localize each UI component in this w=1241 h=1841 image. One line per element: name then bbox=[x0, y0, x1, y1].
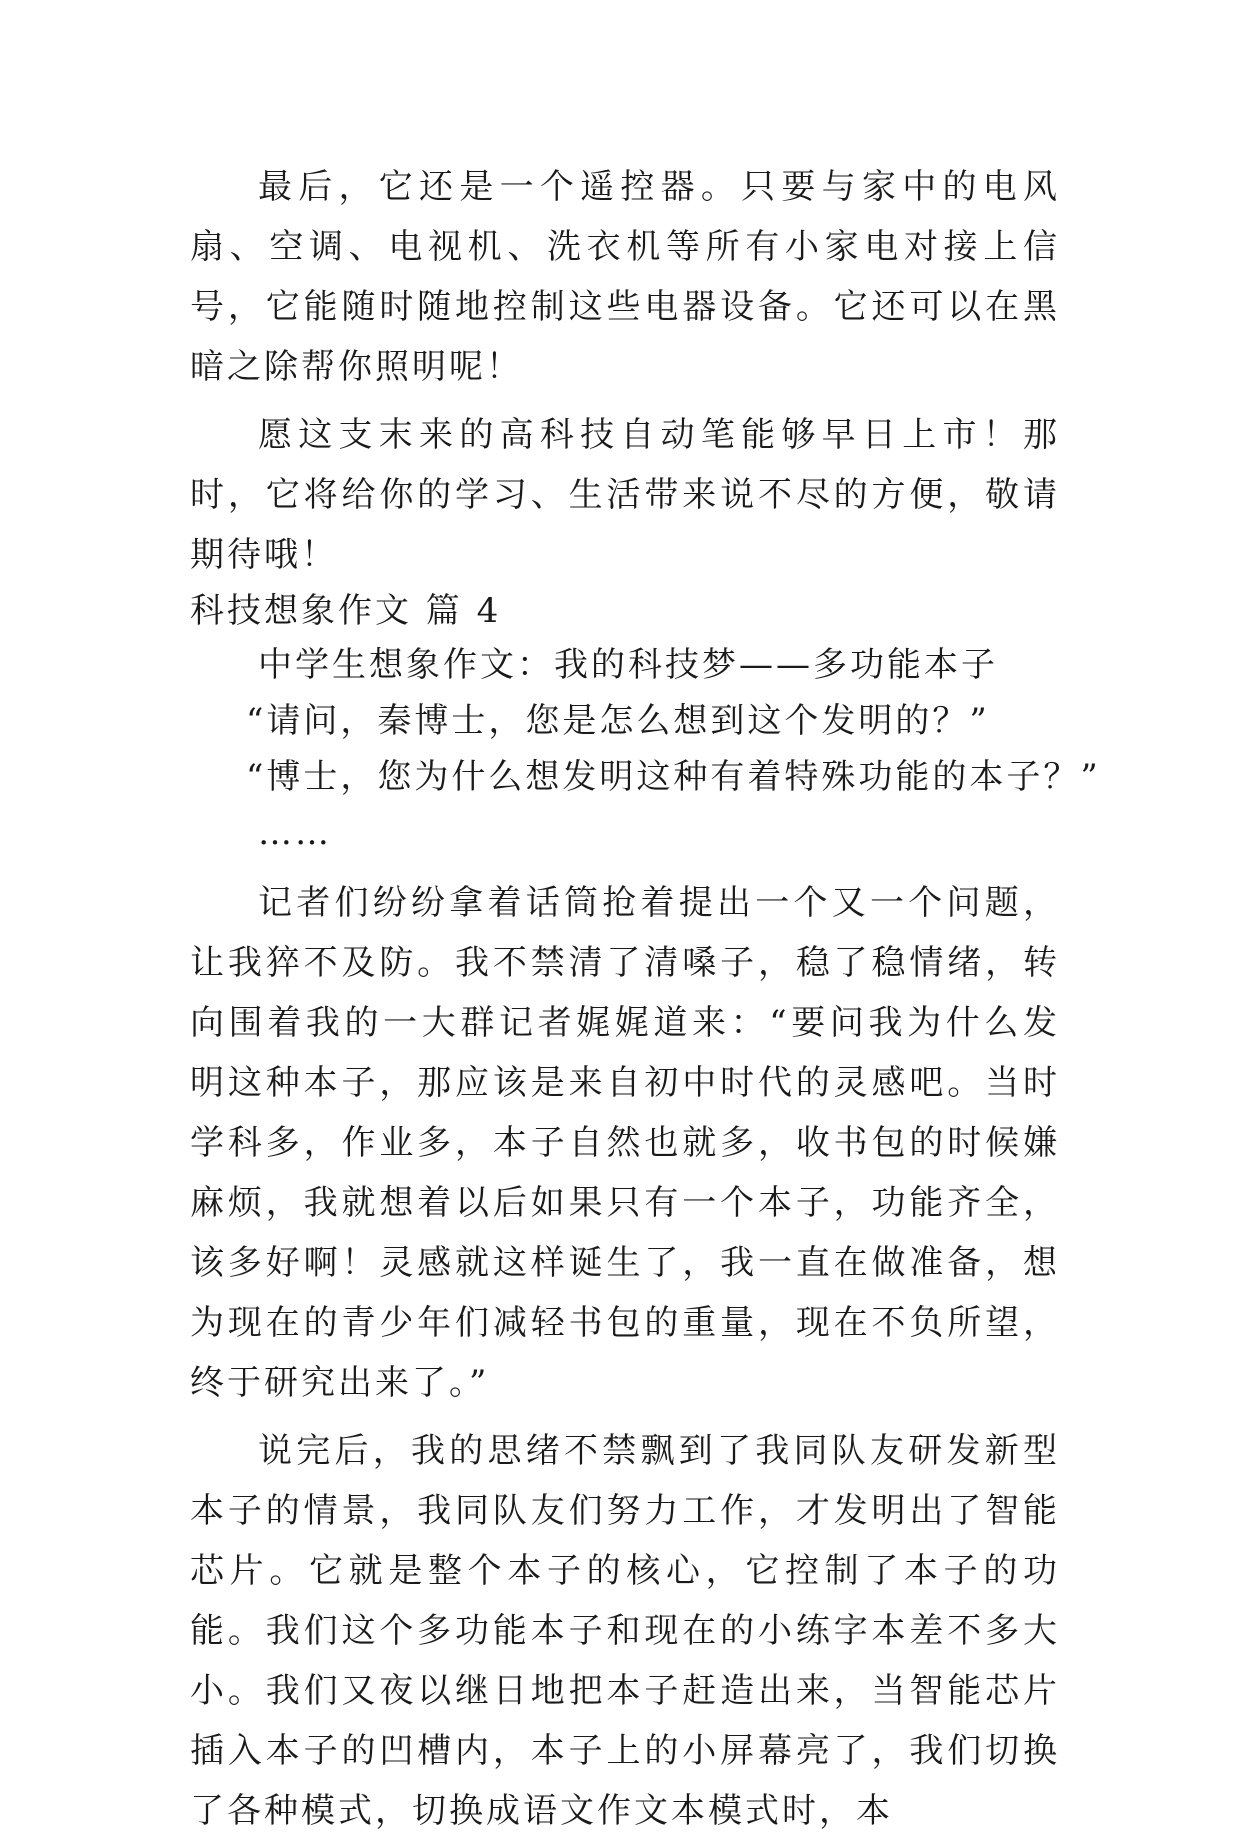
ellipsis-line: …… bbox=[258, 813, 332, 853]
paragraph-gap bbox=[190, 397, 1060, 405]
paragraph-remote-control: 最后，它还是一个遥控器。只要与家中的电风扇、空调、电视机、洗衣机等所有小家电对接上信号，它能随时随地控制这些电器设备。它还可以在黑暗之除帮你照明呢！ bbox=[190, 167, 1060, 387]
paragraph-gap bbox=[190, 1413, 1060, 1421]
document-body bbox=[190, 157, 1101, 1841]
section-heading: 科技想象作文 篇 4 bbox=[190, 591, 502, 631]
paragraph-chip: 说完后，我的思绪不禁飘到了我同队友研发新型本子的情景，我同队友们努力工作，才发明出了智能芯片。它就是整个本子的核心，它控制了本子的功能。我们这个多功能本子和现在的小练字本差不多大小。我们又夜以继日地把本子赶造出来，当智能芯片插入本子的凹槽内，本子上的小屏幕亮了，我们切换了各种模式，切换成语文作文本模式时，本 bbox=[190, 1431, 1060, 1831]
paragraph-reporters: 记者们纷纷拿着话筒抢着提出一个又一个问题，让我猝不及防。我不禁清了清嗓子，稳了稳情绪，转向围着我的一大群记者娓娓道来：“要问我为什么发明这种本子，那应该是来自初中时代的灵感吧。当时学科多，作业多，本子自然也就多，收书包的时候嫌麻烦，我就想着以后如果只有一个本子，功能齐全，该多好啊！灵感就这样诞生了，我一直在做准备，想为现在的青少年们减轻书包的重量，现在不负所望，终于研究出来了。” bbox=[190, 883, 1060, 1403]
paragraph-wish: 愿这支末来的高科技自动笔能够早日上市！那时，它将给你的学习、生活带来说不尽的方便，敬请期待哦！ bbox=[190, 415, 1060, 575]
reporter-question-2: “博士，您为什么想发明这种有着特殊功能的本子？” bbox=[246, 757, 1101, 797]
reporter-question-1: “请问，秦博士，您是怎么想到这个发明的？” bbox=[246, 701, 990, 741]
essay-subtitle: 中学生想象作文：我的科技梦——多功能本子 bbox=[258, 645, 998, 685]
